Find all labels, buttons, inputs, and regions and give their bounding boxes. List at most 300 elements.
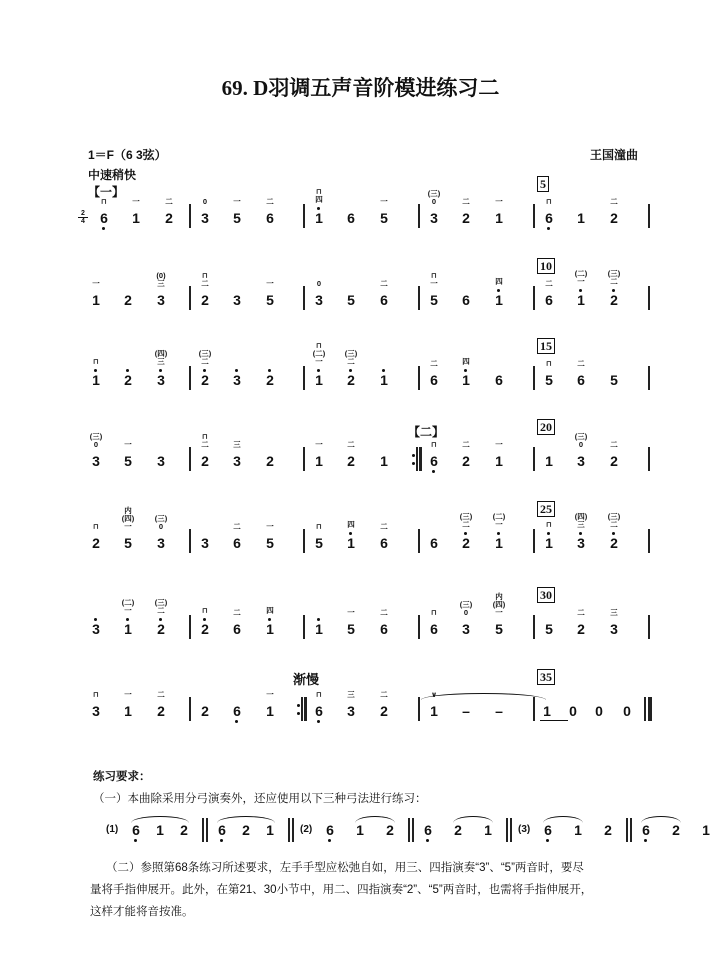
fingering-mark: 二	[430, 359, 438, 368]
bowing-note: 1	[484, 822, 492, 838]
fingering-mark: 一	[495, 608, 503, 617]
note: 6	[233, 621, 241, 637]
requirement-2-line-1: （二）参照第68条练习所述要求，左手手型应松弛自如，用三、四指演奏“3”、“5”两音时，要尽	[106, 862, 584, 874]
fingering-mark: 二	[577, 608, 585, 617]
octave-dot	[497, 289, 500, 292]
note: 5	[545, 621, 553, 637]
octave-dot	[612, 289, 615, 292]
fingering-mark: 二	[201, 279, 209, 288]
double-barline	[292, 818, 294, 842]
octave-dot	[268, 369, 271, 372]
tempo-change: 渐慢	[293, 672, 320, 687]
note: 2	[201, 292, 209, 308]
barline	[303, 286, 305, 310]
note: 2	[610, 210, 618, 226]
note: 1	[262, 621, 278, 637]
bowing-note: 2	[242, 822, 250, 838]
fingering-mark: ⊓	[93, 690, 99, 699]
fingering-mark: ⊓	[546, 359, 552, 368]
octave-dot	[102, 227, 105, 230]
fingering-mark: (三)	[574, 432, 588, 441]
note: 3	[88, 621, 104, 637]
fingering-mark: ⊓	[431, 608, 437, 617]
measure-number: 5	[537, 176, 549, 192]
note: 6	[545, 292, 553, 308]
repeat-dot	[297, 712, 300, 715]
octave-dot	[644, 839, 647, 842]
bowing-note: 1	[266, 822, 274, 838]
note: 2	[201, 453, 209, 469]
note: 2	[266, 453, 274, 469]
fingering-mark: 一	[495, 440, 503, 449]
barline	[189, 366, 191, 390]
note: 3	[153, 372, 169, 388]
octave-dot	[126, 369, 129, 372]
fingering-mark: 二	[201, 440, 209, 449]
octave-dot	[126, 618, 129, 621]
note: 6	[430, 535, 438, 551]
note: 5	[124, 535, 132, 551]
note: 1	[266, 703, 274, 719]
note: 1	[88, 372, 104, 388]
fingering-mark: (二)	[121, 598, 135, 607]
bowing-note: 6	[540, 822, 556, 838]
octave-dot	[94, 369, 97, 372]
fingering-mark: ⊓	[93, 357, 99, 366]
octave-dot	[317, 720, 320, 723]
note: 3	[157, 292, 165, 308]
note: 6	[266, 210, 274, 226]
note: 3	[430, 210, 438, 226]
repeat-barline	[419, 447, 422, 471]
note: 5	[495, 621, 503, 637]
fingering-mark: 一	[266, 279, 274, 288]
note: 3	[157, 535, 165, 551]
fingering-mark: 四	[266, 606, 274, 615]
octave-dot	[203, 369, 206, 372]
note: 5	[124, 453, 132, 469]
note: 5	[266, 535, 274, 551]
note: 3	[201, 210, 209, 226]
fingering-mark: ⊓	[316, 341, 322, 350]
repeat-barline	[416, 447, 418, 471]
note: 1	[343, 535, 359, 551]
fingering-mark: 一	[124, 606, 132, 615]
barline	[533, 697, 535, 721]
bowing-note: 6	[638, 822, 654, 838]
section-label-2: 【二】	[408, 425, 445, 439]
note: 1	[573, 292, 589, 308]
note: 1	[458, 372, 474, 388]
fingering-mark: 四	[315, 195, 323, 204]
measure-number: 20	[537, 419, 555, 435]
fingering-mark: 二	[380, 608, 388, 617]
note: 0	[595, 703, 603, 719]
note: 5	[610, 372, 618, 388]
slur	[641, 816, 681, 823]
time-signature	[78, 210, 88, 225]
note: 2	[124, 292, 132, 308]
note: 6	[311, 703, 327, 719]
barline	[189, 697, 191, 721]
measure-number: 35	[537, 669, 555, 685]
octave-dot	[94, 618, 97, 621]
note: 3	[229, 372, 245, 388]
fingering-mark: 二	[610, 197, 618, 206]
fingering-mark: ⊓	[101, 197, 107, 206]
bowing-label: (3)	[518, 824, 531, 835]
bowing-note: 2	[454, 822, 462, 838]
fingering-mark: (三)	[607, 512, 621, 521]
bowing-note: 1	[702, 822, 710, 838]
note: 1	[311, 621, 327, 637]
slur	[131, 816, 189, 823]
note: 3	[92, 453, 100, 469]
fingering-mark: 二	[201, 357, 209, 366]
note: 3	[315, 292, 323, 308]
note: 2	[462, 210, 470, 226]
fingering-mark: 一	[315, 357, 323, 366]
octave-dot	[235, 369, 238, 372]
note: 3	[610, 621, 618, 637]
fingering-mark: (四)	[492, 600, 506, 609]
barline	[303, 529, 305, 553]
measure-number: 10	[537, 258, 555, 274]
requirements-heading: 练习要求：	[93, 771, 151, 783]
note: 3	[462, 621, 470, 637]
double-barline	[206, 818, 208, 842]
double-barline	[506, 818, 508, 842]
barline	[648, 204, 650, 228]
fingering-mark: 一	[495, 197, 503, 206]
octave-dot	[547, 532, 550, 535]
note: 6	[229, 703, 245, 719]
barline	[189, 529, 191, 553]
fingering-mark: (三)	[154, 598, 168, 607]
fingering-mark: 二	[380, 690, 388, 699]
octave-dot	[159, 369, 162, 372]
note: –	[462, 703, 470, 719]
fingering-mark: 二	[233, 608, 241, 617]
fingering-mark: 四	[347, 520, 355, 529]
octave-dot	[317, 207, 320, 210]
note: 1	[311, 210, 327, 226]
double-barline	[626, 818, 628, 842]
fingering-mark: 一	[124, 440, 132, 449]
fingering-mark: ⊓	[546, 520, 552, 529]
fingering-mark: (二)	[492, 512, 506, 521]
fingering-mark: (四)	[121, 514, 135, 523]
tie	[421, 690, 546, 700]
bowing-note: 2	[386, 822, 394, 838]
note: 3	[201, 535, 209, 551]
section-label-1: 【一】	[88, 185, 125, 199]
fingering-mark: ⊓	[316, 522, 322, 531]
barline	[418, 697, 420, 721]
note: –	[495, 703, 503, 719]
note: 6	[426, 453, 442, 469]
note: 2	[165, 210, 173, 226]
bowing-note: 2	[180, 822, 188, 838]
fingering-mark: 二	[610, 277, 618, 286]
measure-number: 15	[537, 338, 555, 354]
fingering-mark: 二	[462, 440, 470, 449]
repeat-dot	[412, 454, 415, 457]
note: 6	[380, 535, 388, 551]
slur	[543, 816, 583, 823]
note: 1	[541, 535, 557, 551]
fingering-mark: (三)	[198, 349, 212, 358]
note: 1	[495, 210, 503, 226]
octave-dot	[464, 532, 467, 535]
fingering-mark: ⊓	[546, 197, 552, 206]
fingering-mark: 二	[610, 440, 618, 449]
barline	[533, 286, 535, 310]
fingering-mark: 一	[124, 690, 132, 699]
time-signature-bottom: 4	[78, 217, 88, 225]
note: 3	[573, 535, 589, 551]
note: 5	[233, 210, 241, 226]
barline	[648, 366, 650, 390]
barline	[418, 529, 420, 553]
octave-dot	[579, 532, 582, 535]
requirement-2-line-3: 这样才能将音按准。	[90, 906, 194, 918]
measure-number: 30	[537, 587, 555, 603]
tempo-marking: 中速稍快	[88, 168, 137, 182]
bowing-note: 6	[214, 822, 230, 838]
note: 1	[376, 372, 392, 388]
note: 5	[545, 372, 553, 388]
octave-dot	[317, 369, 320, 372]
fingering-mark: (三)	[459, 512, 473, 521]
final-barline	[644, 697, 646, 721]
fingering-mark: (二)	[312, 349, 326, 358]
note: 0	[623, 703, 631, 719]
fingering-mark: (二)	[574, 269, 588, 278]
note: 3	[92, 703, 100, 719]
barline	[189, 447, 191, 471]
fingering-mark: 0	[158, 522, 164, 531]
note: 6	[430, 621, 438, 637]
octave-dot	[134, 839, 137, 842]
fingering-mark: 一	[347, 608, 355, 617]
fingering-mark: 0	[93, 440, 99, 449]
slur	[217, 816, 275, 823]
note: 2	[462, 453, 470, 469]
fingering-mark: (三)	[344, 349, 358, 358]
fingering-mark: 三	[233, 440, 241, 449]
fingering-mark: ⊓	[431, 440, 437, 449]
fingering-mark: 二	[157, 606, 165, 615]
bowing-note: 2	[604, 822, 612, 838]
note: 5	[347, 292, 355, 308]
note: 5	[380, 210, 388, 226]
note: 2	[343, 372, 359, 388]
barline	[189, 286, 191, 310]
fingering-mark: (三)	[459, 600, 473, 609]
fingering-mark: ⊓	[316, 187, 322, 196]
note: 1	[120, 621, 136, 637]
fingering-mark: 一	[495, 520, 503, 529]
fingering-mark: 一	[266, 690, 274, 699]
note: 6	[462, 292, 470, 308]
barline	[303, 204, 305, 228]
barline	[189, 615, 191, 639]
note: 6	[577, 372, 585, 388]
fingering-mark: ⊓	[202, 432, 208, 441]
fingering-mark: (三)	[154, 514, 168, 523]
fingering-mark: 二	[380, 522, 388, 531]
bowing-label: (1)	[106, 824, 119, 835]
time-signature-top: 2	[81, 210, 85, 217]
octave-dot	[220, 839, 223, 842]
bowing-note: 2	[672, 822, 680, 838]
fingering-mark: 一	[124, 522, 132, 531]
bowing-note: 6	[420, 822, 436, 838]
fingering-mark: 二	[462, 197, 470, 206]
fingering-mark: 二	[157, 690, 165, 699]
barline	[418, 366, 420, 390]
note: 2	[347, 453, 355, 469]
note: 1	[132, 210, 140, 226]
barline	[418, 204, 420, 228]
note: 0	[569, 703, 577, 719]
fingering-mark: ⊓	[316, 690, 322, 699]
barline	[533, 366, 535, 390]
fingering-mark: 一	[132, 197, 140, 206]
fingering-mark: 二	[380, 279, 388, 288]
double-barline	[202, 818, 204, 842]
octave-dot	[203, 618, 206, 621]
final-barline	[648, 697, 652, 721]
barline	[189, 204, 191, 228]
requirement-1: （一）本曲除采用分弓演奏外，还应使用以下三种弓法进行练习：	[93, 793, 427, 805]
fingering-mark: (四)	[154, 349, 168, 358]
fingering-mark: 二	[347, 440, 355, 449]
note: 3	[347, 703, 355, 719]
fingering-mark: ⊓	[431, 271, 437, 280]
slur	[355, 816, 395, 823]
barline	[648, 447, 650, 471]
octave-dot	[426, 839, 429, 842]
fingering-mark: (三)	[427, 189, 441, 198]
fingering-mark: 二	[577, 359, 585, 368]
note: 3	[233, 292, 241, 308]
fingering-mark: 二	[462, 520, 470, 529]
fingering-mark: ⊓	[202, 606, 208, 615]
note: 1	[545, 453, 553, 469]
note: 1	[543, 703, 551, 719]
fingering-mark: 三	[610, 608, 618, 617]
bowing-note: 6	[322, 822, 338, 838]
bowing-note: 6	[128, 822, 144, 838]
octave-dot	[497, 532, 500, 535]
barline	[533, 615, 535, 639]
fingering-mark: 三	[157, 357, 165, 366]
repeat-dot	[412, 462, 415, 465]
repeat-barline	[301, 697, 303, 721]
fingering-mark: 二	[233, 522, 241, 531]
note: 1	[311, 372, 327, 388]
fingering-mark: 四	[462, 357, 470, 366]
fingering-mark: 一	[233, 197, 241, 206]
note: 6	[380, 621, 388, 637]
note: 3	[577, 453, 585, 469]
note: 5	[430, 292, 438, 308]
fingering-mark: 0	[202, 197, 208, 206]
fingering-mark: 二	[266, 197, 274, 206]
octave-dot	[547, 227, 550, 230]
double-barline	[412, 818, 414, 842]
octave-dot	[268, 618, 271, 621]
fingering-mark: ⊓	[93, 522, 99, 531]
note: 2	[157, 703, 165, 719]
fingering-mark: 四	[495, 277, 503, 286]
fingering-mark: (三)	[89, 432, 103, 441]
fingering-mark: (四)	[574, 512, 588, 521]
barline	[533, 204, 535, 228]
bowing-note: 1	[574, 822, 582, 838]
note: 2	[610, 453, 618, 469]
octave-dot	[546, 839, 549, 842]
note: 6	[347, 210, 355, 226]
octave-dot	[432, 470, 435, 473]
barline	[648, 529, 650, 553]
note: 6	[380, 292, 388, 308]
double-barline	[408, 818, 410, 842]
note: 6	[233, 535, 241, 551]
octave-dot	[349, 369, 352, 372]
double-barline	[510, 818, 512, 842]
note: 1	[124, 703, 132, 719]
note: 2	[458, 535, 474, 551]
octave-dot	[159, 618, 162, 621]
fingering-mark: 0	[431, 197, 437, 206]
fingering-mark: ⊓	[202, 271, 208, 280]
note: 6	[96, 210, 112, 226]
fingering-mark: 一	[577, 277, 585, 286]
note: 1	[92, 292, 100, 308]
note: 6	[541, 210, 557, 226]
fingering-mark: 一	[92, 279, 100, 288]
fingering-mark: 一	[315, 440, 323, 449]
key-signature: 1＝F（6 3弦）	[88, 148, 167, 162]
octave-dot	[349, 532, 352, 535]
underline-beat	[540, 720, 568, 721]
note: 2	[153, 621, 169, 637]
fingering-mark: 0	[463, 608, 469, 617]
repeat-barline	[304, 697, 307, 721]
octave-dot	[579, 289, 582, 292]
fingering-mark: 二	[347, 357, 355, 366]
fingering-mark: (0)	[156, 271, 166, 280]
note: 3	[233, 453, 241, 469]
repeat-dot	[297, 704, 300, 707]
note: 2	[606, 292, 622, 308]
fingering-mark: 内	[124, 506, 132, 515]
fingering-mark: 一	[266, 522, 274, 531]
note: 1	[491, 535, 507, 551]
requirement-2-line-2: 量将手指伸展开。此外，在第21、30小节中，用二、四指演奏“2”、“5”两音时，也需将手指伸展开，	[90, 884, 593, 896]
note: 2	[120, 372, 136, 388]
note: 5	[347, 621, 355, 637]
barline	[303, 447, 305, 471]
barline	[418, 615, 420, 639]
note: 2	[262, 372, 278, 388]
page-title: 69. D羽调五声音阶模进练习二	[221, 76, 500, 100]
fingering-mark: (三)	[607, 269, 621, 278]
note: 2	[201, 703, 209, 719]
